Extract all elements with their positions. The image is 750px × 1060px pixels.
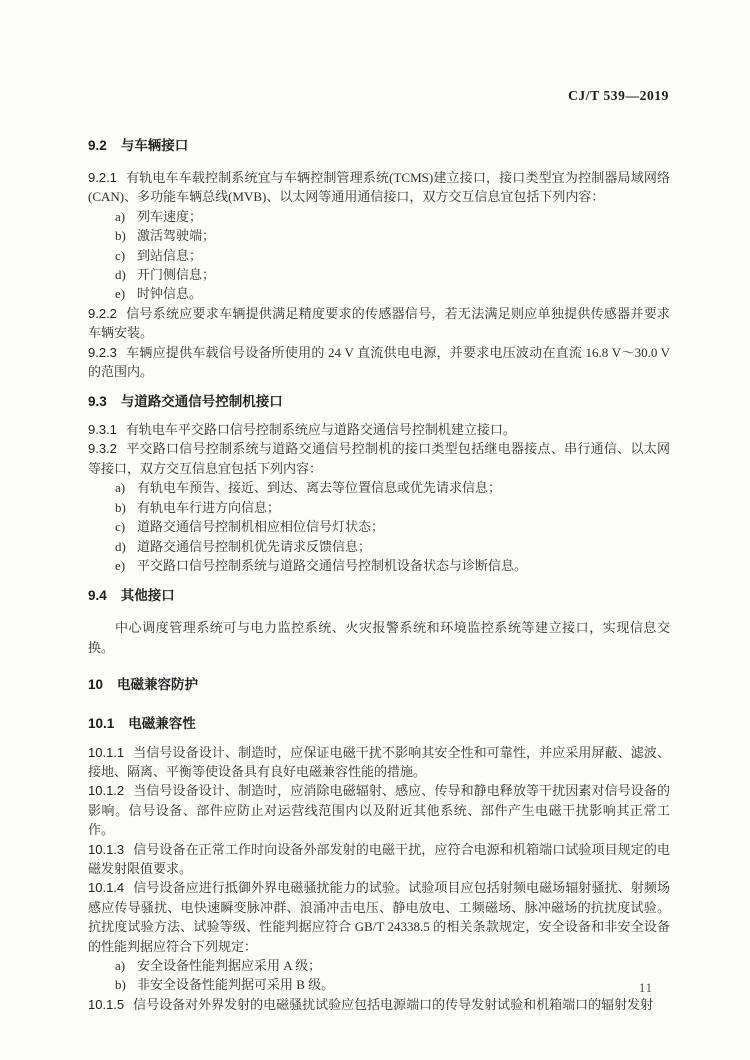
- clause-number: 9.2.1: [88, 170, 117, 185]
- list-item: [88, 975, 670, 994]
- list-item: [88, 207, 670, 226]
- list-item-label: a): [115, 957, 126, 973]
- clause-text: 当信号设备设计、制造时，应保证电磁干扰不影响其安全性和可靠性，并应采用屏蔽、滤波、接地、隔离、平衡等使设备具有良好电磁兼容性能的措施。: [88, 744, 670, 779]
- clause-text: 有轨电车车载控制系统宜与车辆控制管理系统(TCMS)建立接口，接口类型宜为控制器局域网络(CAN)、多功能车辆总线(MVB)、以太网等通用通信接口，双方交互信息宜包括下列内容：: [88, 170, 670, 205]
- section-heading-9-4: [88, 586, 670, 605]
- list-item-text: 到站信息；: [137, 247, 203, 263]
- list-item: [88, 284, 670, 303]
- clause-10-1-1: [88, 743, 670, 782]
- section-number: 9.2: [88, 138, 107, 153]
- list-item-text: 非安全设备性能判据可采用 B 级。: [137, 977, 335, 993]
- list-item-label: b): [115, 499, 126, 515]
- clause-number: 9.3.1: [88, 422, 117, 438]
- clause-9-3-2: [88, 439, 670, 478]
- clause-text: 平交路口信号控制系统与道路交通信号控制机的接口类型包括继电器接点、串行通信、以太网等接口，双方交互信息宜包括下列内容：: [88, 441, 670, 476]
- section-heading-9-3: [88, 392, 670, 411]
- list-item-label: e): [115, 557, 126, 573]
- clause-text: 信号设备应进行抵御外界电磁骚扰能力的试验。试验项目应包括射频电磁场辐射骚扰、射频场感应传导骚扰、电快速瞬变脉冲群、浪涌冲击电压、静电放电、工频磁场、脉冲磁场的抗扰度试验。抗扰度试验方法、试验等级、性能判据应符合 GB/T 24338.5 的相关条款规定，安全设备和非安全设备的性能判据应符合下列规定：: [88, 880, 670, 954]
- section-title: 与道路交通信号控制机接口: [120, 394, 283, 410]
- list-item-text: 有轨电车行进方向信息；: [137, 499, 281, 515]
- list-item: [88, 956, 670, 975]
- list-item: [88, 498, 670, 517]
- clause-text: 信号设备对外界发射的电磁骚扰试验应包括电源端口的传导发射试验和机箱端口的辐射发射: [133, 996, 654, 1012]
- list-9-2-1: [88, 207, 670, 304]
- chapter-title: 电磁兼容防护: [117, 676, 199, 692]
- clause-number: 10.1.5: [88, 996, 125, 1012]
- standard-code-header: CJ/T 539—2019: [568, 88, 669, 103]
- list-item-text: 平交路口信号控制系统与道路交通信号控制机设备状态与诊断信息。: [137, 557, 528, 573]
- clause-10-1-5: [88, 995, 670, 1014]
- clause-10-1-2: [88, 781, 670, 839]
- section-number: 9.4: [88, 588, 107, 604]
- list-item-label: c): [115, 519, 126, 535]
- clause-text: 车辆应提供车载信号设备所使用的 24 V 直流供电电源，并要求电压波动在直流 16.8 V～30.0 V 的范围内。: [88, 344, 670, 380]
- list-item-label: e): [115, 286, 126, 302]
- chapter-number: 10: [88, 676, 104, 692]
- section-heading-10-1: [88, 714, 670, 733]
- list-item-text: 开门侧信息；: [137, 267, 216, 283]
- clause-10-1-4: [88, 878, 670, 956]
- list-item: [88, 246, 670, 265]
- list-item-text: 安全设备性能判据应采用 A 级；: [137, 957, 322, 973]
- list-item-label: d): [115, 267, 126, 283]
- list-item-text: 列车速度；: [137, 208, 203, 224]
- list-item-label: a): [115, 480, 126, 496]
- list-item: [88, 478, 670, 497]
- clause-text: 信号设备在正常工作时向设备外部发射的电磁干扰，应符合电源和机箱端口试验项目规定的电磁发射限值要求。: [88, 841, 670, 876]
- list-item: [88, 517, 670, 536]
- clause-9-2-3: [88, 343, 670, 382]
- clause-number: 10.1.2: [88, 783, 125, 799]
- list-item-label: b): [115, 977, 126, 993]
- list-item-text: 时钟信息。: [137, 286, 203, 302]
- section-title: 电磁兼容性: [128, 715, 196, 731]
- clause-10-1-3: [88, 840, 670, 879]
- list-item-text: 道路交通信号控制机相应相位信号灯状态；: [137, 519, 385, 535]
- section-number: 10.1: [88, 715, 115, 731]
- list-item: [88, 226, 670, 245]
- list-item-label: d): [115, 538, 126, 554]
- list-item-text: 道路交通信号控制机优先请求反馈信息；: [137, 538, 372, 554]
- clause-number: 10.1.1: [88, 744, 125, 760]
- section-number: 9.3: [88, 394, 107, 410]
- list-item-label: b): [115, 228, 126, 244]
- clause-number: 10.1.3: [88, 841, 125, 857]
- section-title: 与车辆接口: [120, 138, 189, 153]
- list-item-label: a): [115, 208, 126, 224]
- clause-text: 信号系统应要求车辆提供满足精度要求的传感器信号，若无法满足则应单独提供传感器并要求车辆安装。: [88, 305, 670, 341]
- list-10-1-4: [88, 956, 670, 995]
- list-item-label: c): [115, 247, 126, 263]
- list-item: [88, 556, 670, 575]
- list-item-text: 激活驾驶端；: [137, 228, 216, 244]
- list-9-3-2: [88, 478, 670, 575]
- chapter-heading-10: [88, 675, 670, 694]
- clause-number: 9.2.2: [88, 305, 117, 321]
- clause-number: 9.2.3: [88, 344, 117, 360]
- list-item: [88, 537, 670, 556]
- section-heading-9-2: [88, 136, 670, 155]
- page-number: 11: [638, 981, 653, 995]
- clause-number: 9.3.2: [88, 441, 117, 457]
- clause-text: 当信号设备设计、制造时，应消除电磁辐射、感应、传导和静电释放等干扰因素对信号设备的影响。信号设备、部件应防止对运营线范围内以及附近其他系统、部件产生电磁干扰影响其正常工作。: [88, 783, 670, 838]
- paragraph-9-4: 中心调度管理系统可与电力监控系统、火灾报警系统和环境监控系统等建立接口，实现信息交换。: [88, 620, 670, 655]
- clause-9-3-1: [88, 420, 670, 439]
- clause-text: 有轨电车平交路口信号控制系统应与道路交通信号控制机建立接口。: [125, 422, 516, 438]
- document-body: [88, 136, 670, 1014]
- section-title: 其他接口: [120, 588, 175, 604]
- clause-number: 10.1.4: [88, 880, 125, 896]
- list-item-text: 有轨电车预告、接近、到达、离去等位置信息或优先请求信息；: [137, 480, 502, 496]
- list-item: [88, 265, 670, 284]
- clause-9-2-1: [88, 168, 670, 207]
- clause-9-2-2: [88, 304, 670, 343]
